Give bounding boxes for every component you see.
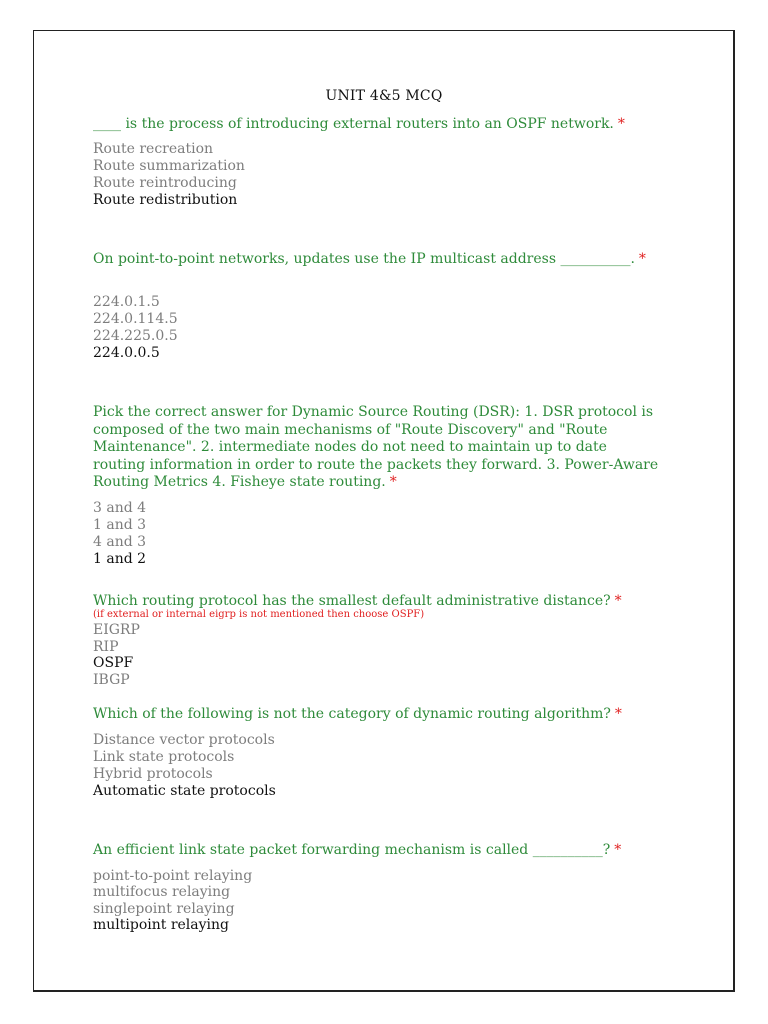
required-marker: * xyxy=(614,842,622,858)
question-4 xyxy=(93,593,663,611)
option-5c: Hybrid protocols xyxy=(93,766,213,782)
option-1a: Route recreation xyxy=(93,141,214,157)
question-2 xyxy=(93,251,663,269)
option-5b: Link state protocols xyxy=(93,749,235,765)
required-marker: * xyxy=(638,251,646,267)
option-2d-correct: 224.0.0.5 xyxy=(93,345,160,361)
question-text: On point-to-point networks, updates use the IP multicast address __________. xyxy=(93,251,635,267)
option-4c-correct: OSPF xyxy=(93,655,134,671)
option-3c: 4 and 3 xyxy=(93,534,147,550)
question-text: Pick the correct answer for Dynamic Source Routing (DSR): 1. DSR protocol is composed of the two main mechanisms of "Route Discovery" and "Route Maintenance". 2. intermediate nodes do not need to maintain up to date routing information in order to route the packets they forward. 3. Power-Aware Routing Metrics 4. Fisheye state routing. xyxy=(93,404,659,490)
question-text: Which of the following is not the category of dynamic routing algorithm? xyxy=(93,706,611,722)
option-4a: EIGRP xyxy=(93,622,140,638)
option-1b: Route summarization xyxy=(93,158,245,174)
option-6d-correct: multipoint relaying xyxy=(93,917,230,933)
option-2b: 224.0.114.5 xyxy=(93,311,178,327)
option-4b: RIP xyxy=(93,639,119,655)
option-6b: multifocus relaying xyxy=(93,884,231,900)
question-3 xyxy=(93,404,663,492)
required-marker: * xyxy=(614,706,622,722)
required-marker: * xyxy=(389,474,397,490)
question-5 xyxy=(93,706,663,724)
question-text: Which routing protocol has the smallest default administrative distance? xyxy=(93,593,611,609)
option-4d: IBGP xyxy=(93,672,130,688)
question-text: An efficient link state packet forwarding mechanism is called __________? xyxy=(93,842,611,858)
option-6c: singlepoint relaying xyxy=(93,901,235,917)
option-3a: 3 and 4 xyxy=(93,500,147,516)
required-marker: * xyxy=(617,116,625,132)
option-3b: 1 and 3 xyxy=(93,517,147,533)
option-5a: Distance vector protocols xyxy=(93,732,275,748)
option-3d-correct: 1 and 2 xyxy=(93,551,147,567)
option-6a: point-to-point relaying xyxy=(93,868,253,884)
option-1d-correct: Route redistribution xyxy=(93,192,238,208)
option-5d-correct: Automatic state protocols xyxy=(93,783,276,799)
option-2a: 224.0.1.5 xyxy=(93,294,160,310)
option-2c: 224.225.0.5 xyxy=(93,328,178,344)
option-1c: Route reintroducing xyxy=(93,175,237,191)
required-marker: * xyxy=(614,593,622,609)
question-4-note: (if external or internal eigrp is not mentioned then choose OSPF) xyxy=(93,609,425,620)
question-text: ____ is the process of introducing external routers into an OSPF network. xyxy=(93,116,614,132)
question-1 xyxy=(93,116,663,134)
question-6 xyxy=(93,842,663,860)
document-title: UNIT 4&5 MCQ xyxy=(325,88,443,104)
